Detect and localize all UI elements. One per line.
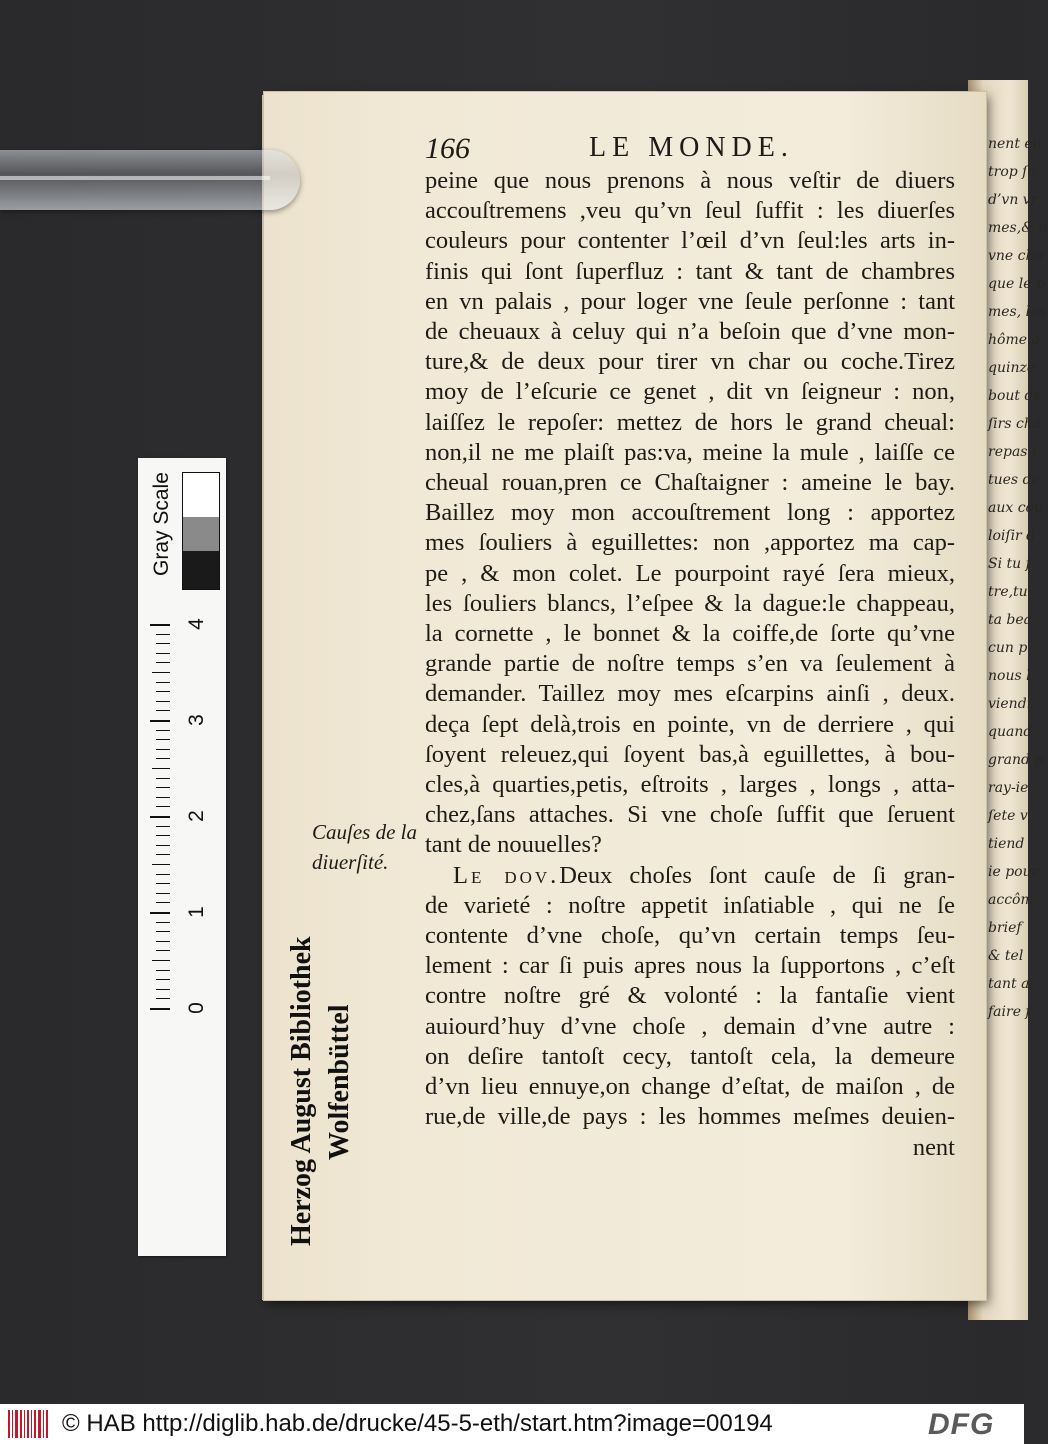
facing-page-line: faire f (988, 1004, 1031, 1020)
facing-page-line: tiend (988, 836, 1025, 852)
facing-page-line: aux cou (988, 500, 1043, 516)
text-line: couleurs pour contenter l’œil d’vn ſeul:les arts in- (425, 227, 955, 255)
ruler-tick (156, 845, 170, 846)
text-line: moy de l’eſcurie ce genet , dit vn ſeigneur : non, (425, 378, 955, 406)
ruler-tick (156, 749, 170, 750)
ruler-tick (156, 653, 170, 654)
text-line: cheual rouan,pren ce Chaſtaigner : ameine le bay. (425, 469, 955, 497)
facing-page-line: brief (988, 920, 1022, 936)
facing-page-line: tant ai (988, 976, 1034, 992)
catchword: nent (912, 1133, 955, 1161)
text-line: tant de nouuelles? (425, 831, 602, 859)
logo-bar (34, 1410, 36, 1438)
logo-bar (24, 1410, 25, 1438)
ruler-tick (156, 874, 170, 875)
ruler-tick (156, 710, 170, 711)
ruler-tick (156, 634, 170, 635)
margin-note-line-1: Cauſes de la (312, 820, 417, 844)
hab-logo-icon (8, 1410, 48, 1438)
facing-page-line: nous l (988, 668, 1031, 684)
logo-bar (38, 1410, 40, 1438)
text-line: peine que nous prenons à nous veſtir de diuers (425, 167, 955, 194)
facing-page-line: vne cho (988, 248, 1043, 264)
logo-bar (46, 1410, 48, 1438)
facing-page-line: hôme a (988, 332, 1040, 348)
text-line: on deſire tantoſt cecy, tantoſt cela, la demeure (425, 1042, 955, 1070)
text-line: ſoyent releuez,qui ſoyent bas,à eguillettes, à bou- (425, 740, 955, 768)
logo-bar (43, 1410, 44, 1438)
ruler-tick (156, 739, 170, 740)
logo-bar (31, 1410, 32, 1438)
ruler-tick (156, 806, 170, 807)
ruler-tick (150, 624, 170, 626)
library-city: Wolfenbüttel (324, 1004, 355, 1160)
text-line: laiſſez le repoſer: mettez de hors le grand cheual: (425, 408, 955, 436)
ruler-tick (156, 989, 170, 990)
facing-page-line: bout de (988, 388, 1042, 404)
text-line: de cheuaux à celuy qui n’a beſoin que d’vne mon- (425, 318, 955, 346)
ruler-tick (156, 787, 170, 788)
text-line: chez,ſans attaches. Si vne choſe ſuffit que ſeruent (425, 801, 955, 829)
ruler-tick (152, 768, 170, 769)
credit-link[interactable]: © HAB http://diglib.hab.de/drucke/45-5-eth/start.htm?image=00194 (62, 1410, 773, 1437)
speaker-label: Le dov. (453, 861, 560, 889)
facing-page-text (988, 130, 1048, 1026)
footer-bar (0, 1404, 1024, 1444)
facing-page-line: d’vn vr (988, 192, 1038, 208)
ruler-tick (156, 893, 170, 894)
facing-page-line: que le p (988, 276, 1045, 292)
text-line: rue,de ville,de pays : les hommes meſmes deuien- (425, 1103, 955, 1131)
ruler-tick (156, 643, 170, 644)
ruler-tick (150, 912, 170, 914)
logo-bar (27, 1410, 29, 1438)
black-swatch (183, 551, 219, 589)
text-line: en vn palais , pour loger vne ſeule perſonne : tant (425, 287, 955, 315)
text-line: demander. Taillez moy mes eſcarpins ainſi , deux. (425, 680, 955, 708)
gray-swatches (182, 472, 220, 590)
ruler-tick (156, 826, 170, 827)
text-line: d’vn lieu ennuye,on change d’eſtat, de maiſon , de (425, 1073, 955, 1101)
text-line: la cornette , le bonnet & la coiffe,de ſorte qu’vne (425, 620, 955, 648)
text-line: deça ſept delà,trois en pointe, vn de derriere , qui (425, 710, 955, 738)
facing-page-line: & tel (988, 948, 1024, 964)
ruler (150, 588, 170, 1028)
facing-page-line: ta bea (988, 612, 1033, 628)
gray-swatch (183, 517, 219, 551)
text-line: non,il ne me plaiſt pas:va, meine la mule , laiſſe ce (425, 438, 955, 466)
page-header-title: LE MONDE. (589, 132, 794, 163)
text-line: les ſouliers blancs, l’eſpee & la dague:le chappeau, (425, 589, 955, 617)
facing-page-line: loiſir d (988, 528, 1036, 544)
ruler-tick (156, 883, 170, 884)
glass-clip (0, 150, 300, 210)
ruler-tick (156, 941, 170, 942)
page-body-text (425, 166, 955, 1163)
logo-bar (12, 1410, 13, 1438)
ruler-tick (156, 778, 170, 779)
speaker-text: Deux choſes ſont cauſe de ſi gran- (559, 861, 955, 889)
logo-bar (15, 1410, 17, 1438)
ruler-tick (156, 979, 170, 980)
ruler-tick (156, 970, 170, 971)
ruler-tick (156, 701, 170, 702)
ruler-tick (156, 950, 170, 951)
text-line: lement : car ſi puis apres nous la ſupportons , c’eſt (425, 952, 955, 980)
margin-note (312, 817, 424, 877)
text-line: accouſtremens ,veu qu’vn ſeul ſuffit : les diuerſes (425, 197, 955, 225)
facing-page-line: ſete v (988, 808, 1028, 824)
facing-page-line: Si tu f (988, 556, 1031, 572)
ruler-tick (150, 720, 170, 722)
dfg-logo: DFG (928, 1408, 995, 1441)
ruler-number: 2 (185, 810, 208, 822)
ruler-tick (156, 662, 170, 663)
text-line: ture,& de deux pour tirer vn char ou coche.Tirez (425, 348, 955, 376)
text-line: pe , & mon colet. Le pourpoint rayé ſera mieux, (425, 559, 955, 587)
ruler-number: 3 (185, 714, 208, 726)
ruler-tick (150, 1008, 170, 1010)
ruler-tick (156, 691, 170, 692)
facing-page-line: grand p (988, 752, 1044, 768)
facing-page-line: ſirs cha (988, 416, 1042, 432)
gray-scale-label: Gray Scale (150, 472, 173, 576)
facing-page-line: viendr (988, 696, 1034, 712)
ruler-number: 4 (185, 618, 208, 630)
facing-page-line: ie pour (988, 864, 1039, 880)
facing-page-line: mes,& n (988, 220, 1048, 236)
ruler-tick (156, 758, 170, 759)
facing-page-line: repas t (988, 444, 1038, 460)
facing-page-line: cun p (988, 640, 1028, 656)
text-line (425, 861, 955, 891)
facing-page-line: tues de (988, 472, 1040, 488)
margin-note-line-2: diuerſité. (312, 850, 389, 874)
text-line: mes ſouliers à eguillettes: non ,apportez ma cap- (425, 529, 955, 557)
library-name: Herzog August Bibliothek (286, 936, 317, 1246)
facing-page-line: tre,tu (988, 584, 1028, 600)
ruler-number: 0 (185, 1002, 208, 1014)
ruler-tick (152, 960, 170, 961)
text-line: de varieté : noſtre appetit inſatiable , qui ne ſe (425, 891, 955, 919)
text-line: contente d’vne choſe, qu’vn certain temps ſeu- (425, 922, 955, 950)
ruler-tick (156, 998, 170, 999)
text-line: grande partie de noſtre temps s’en va ſeulement à (425, 650, 955, 678)
facing-page-line: ray-ie (988, 780, 1029, 796)
ruler-tick (156, 835, 170, 836)
page-number: 166 (425, 132, 470, 165)
text-line: auiourd’huy d’vne choſe , demain d’vne autre : (425, 1012, 955, 1040)
ruler-number: 1 (185, 906, 208, 918)
facing-page-line: trop ſo (988, 164, 1036, 180)
ruler-tick (152, 672, 170, 673)
logo-bar (8, 1410, 10, 1438)
ruler-tick (156, 931, 170, 932)
text-line: finis qui ſont ſuperfluz : tant & tant de chambres (425, 257, 955, 285)
text-line: cles,à quarties,petis, eſtroits , larges , longs , atta- (425, 771, 955, 799)
ruler-tick (152, 864, 170, 865)
ruler-tick (156, 682, 170, 683)
text-line: Baillez moy mon accouſtrement long : apportez (425, 499, 955, 527)
ruler-tick (156, 922, 170, 923)
text-line: contre noſtre gré & volonté : la fantaſie vient (425, 982, 955, 1010)
logo-bar (20, 1410, 22, 1438)
ruler-tick (150, 816, 170, 818)
facing-page-line: accôm (988, 892, 1034, 908)
white-swatch (183, 473, 219, 517)
ruler-tick (156, 854, 170, 855)
facing-page-line: quinze (988, 360, 1036, 376)
ruler-tick (156, 797, 170, 798)
ruler-tick (156, 730, 170, 731)
facing-page-line: nent en (988, 136, 1042, 152)
facing-page-line: mes, les (988, 304, 1046, 320)
facing-page-line: quand (988, 724, 1033, 740)
ruler-tick (156, 902, 170, 903)
